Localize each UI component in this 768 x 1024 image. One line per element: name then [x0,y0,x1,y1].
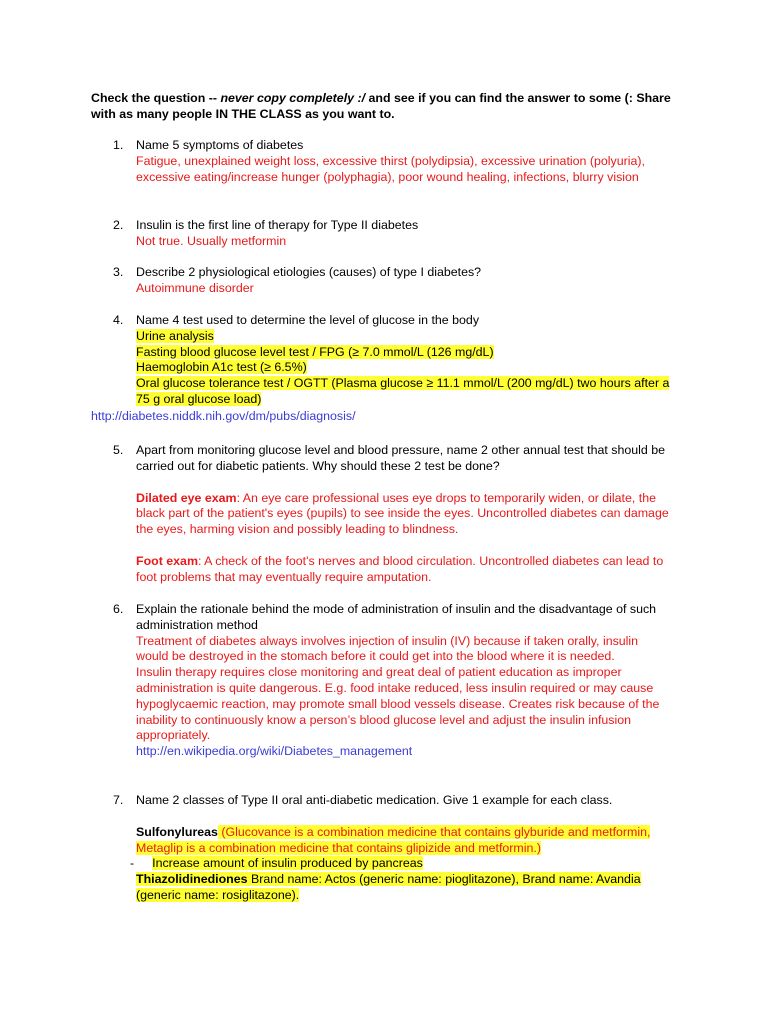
question-number: 3. [113,265,124,279]
highlighted-answer: Haemoglobin A1c test (≥ 6.5%) [136,360,307,375]
thiazolidinediones-text: Brand name: Actos (generic name: pioglitazone), Brand name: Avandia (generic name: rosiglitazone). [136,872,641,902]
question-4 [113,313,673,408]
sulfonylureas-label: Sulfonylureas [136,824,218,839]
foot-exam-text: : A check of the foot's nerves and blood circulation. Uncontrolled diabetes can lead to foot problems that may eventually require amputation. [136,553,664,584]
question-1 [113,138,673,185]
question-number: 6. [113,602,124,616]
question-number: 1. [113,138,124,152]
question-text: Apart from monitoring glucose level and blood pressure, name 2 other annual test that should be carried out for diabetic patients. Why should these 2 test be done? [136,443,665,473]
question-3 [113,265,673,297]
intro-paragraph [91,91,671,123]
highlighted-answer: Oral glucose tolerance test / OGTT (Plasma glucose ≥ 11.1 mmol/L (200 mg/dL) two hours after a 75 g oral glucose load) [136,376,670,406]
answer-text: Insulin therapy requires close monitoring and great deal of patient education as improper administration is quite dangerous. E.g. food intake reduced, less insulin required or may cause hypoglycaemic reaction, may promote small blood vessels disease. Creates risk because of the inability to continuously know a person’s blood glucose level and adjust the insulin infusion appropriately. [136,665,660,743]
highlighted-answer: Fasting blood glucose level test / FPG (≥ 7.0 mmol/L (126 mg/dL) [136,344,494,359]
answer-text: Treatment of diabetes always involves injection of insulin (IV) because if taken orally, insulin would be destroyed in the stomach before it could get into the blood where it is needed. [136,633,639,664]
question-text: Name 4 test used to determine the level of glucose in the body [136,313,480,327]
dilated-eye-exam-text: : An eye care professional uses eye drops to temporarily widen, or dilate, the black part of the patient's eyes (pupils) to see inside the eyes. Uncontrolled diabetes can damage the eyes, harming vision and possibly leading to blindness. [136,490,669,537]
intro-text-2: and see if you can find the answer to some (: Share with as many people IN THE CLASS as you want to. [91,91,671,121]
question-text: Name 5 symptoms of diabetes [136,138,304,152]
link-wikipedia[interactable]: http://en.wikipedia.org/wiki/Diabetes_management [136,744,413,759]
foot-exam-label: Foot exam [136,553,198,568]
link-text[interactable]: http://diabetes.niddk.nih.gov/dm/pubs/diagnosis/ [91,409,356,423]
question-number: 4. [113,313,124,327]
question-text: Name 2 classes of Type II oral anti-diabetic medication. Give 1 example for each class. [136,793,613,807]
question-number: 7. [113,793,124,807]
question-number: 2. [113,218,124,232]
question-number: 5. [113,443,124,457]
question-6 [113,602,673,760]
sulfonylureas-bullet: Increase amount of insulin produced by pancreas [152,856,423,871]
highlighted-answer: Urine analysis [136,328,214,343]
intro-text-1: Check the question -- [91,91,221,105]
question-5 [113,443,673,586]
thiazolidinediones-label: Thiazolidinediones [136,872,248,887]
answer-text: Autoimmune disorder [136,280,254,295]
question-7 [113,793,673,904]
intro-emphasis: never copy completely :/ [220,91,366,105]
question-text: Describe 2 physiological etiologies (causes) of type I diabetes? [136,265,482,279]
link-niddk[interactable] [91,409,356,425]
question-2 [113,218,673,250]
answer-text: Not true. Usually metformin [136,233,287,248]
answer-text: Fatigue, unexplained weight loss, excessive thirst (polydipsia), excessive urination (polyuria), excessive eating/increase hunger (polyphagia), poor wound healing, infections, blurry vision [136,153,645,184]
dilated-eye-exam-label: Dilated eye exam [136,490,237,505]
bullet-dash: - [130,856,135,871]
sulfonylureas-text: (Glucovance is a combination medicine that contains glyburide and metformin, Metaglip is a combination medicine that contains glipizide and metformin.) [136,824,651,855]
question-text: Explain the rationale behind the mode of administration of insulin and the disadvantage of such administration method [136,602,657,632]
question-text: Insulin is the first line of therapy for Type II diabetes [136,218,419,232]
